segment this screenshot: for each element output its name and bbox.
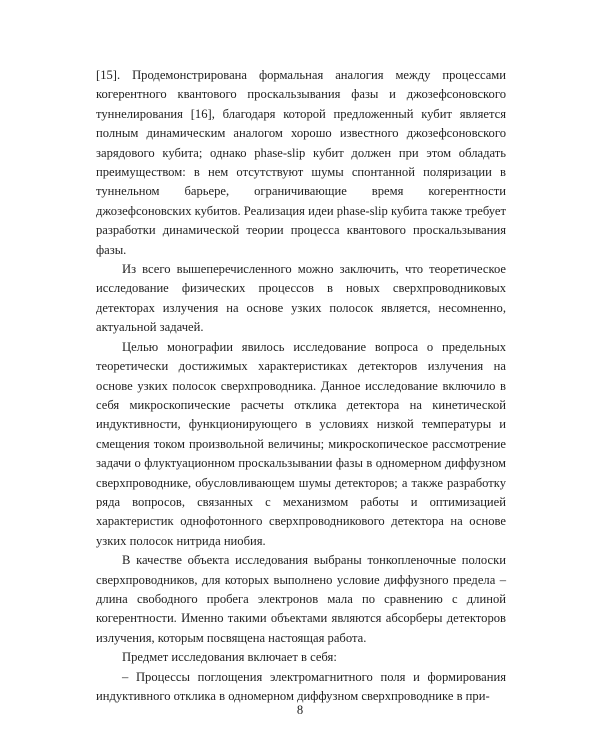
paragraph-goal: Целью монографии явилось исследование вопроса о предельных теоретически достижимых характеристиках детекторов излучения на основе узких полосок сверхпроводника. Данное исследование включило в себя микроскопические расчеты отклика детектора на кинетической индуктивности, функционирующего в условиях низкой температуры и смещения током произвольной величины; микроскопическое рассмотрение задачи о флуктуационном проскальзывании фазы в одномерном диффузном сверхпроводнике, обусловливающем шумы детекторов; а также разработку ряда вопросов, связанных с механизмом работы и оптимизацией характеристик однофотонного сверхпроводникового детектора на основе узких полосок нитрида ниобия. (96, 339, 506, 548)
page-number: 8 (296, 703, 304, 717)
paragraph-conclusion: Из всего вышеперечисленного можно заключить, что теоретическое исследование физических процессов в новых сверхпроводниковых детекторах излучения на основе узких полосок является, несомненно, актуальной задачей. (96, 262, 506, 335)
body-text (96, 66, 506, 706)
paragraph-continuation: [15]. Продемонстрирована формальная аналогия между процессами когерентного квантового проскальзывания фазы и джозефсоновского туннелирования [16], благодаря которой предложенный кубит является полным динамическим аналогом хорошо известного джозефсоновского зарядового кубита; однако phase-slip кубит должен при этом обладать преимуществом: в нем отсутствуют шумы спонтанной поляризации в туннельном барьере, ограничивающие время когерентности джозефсоновских кубитов. Реализация идеи phase-slip кубита также требует разработки динамической теории процесса квантового проскальзывания фазы. (96, 68, 506, 257)
paragraph-subject: Предмет исследования включает в себя: (122, 650, 337, 665)
paragraph-object: В качестве объекта исследования выбраны тонкопленочные полоски сверхпроводников, для которых выполнено условие диффузного предела – длина свободного пробега электронов мала по сравнению с длиной когерентности. Именно такими объектами являются абсорберы детекторов излучения, которым посвящена настоящая работа. (96, 553, 506, 645)
paragraph-list-item: – Процессы поглощения электромагнитного поля и формирования индуктивного отклика в одномерном диффузном сверхпроводнике в при- (96, 669, 506, 703)
